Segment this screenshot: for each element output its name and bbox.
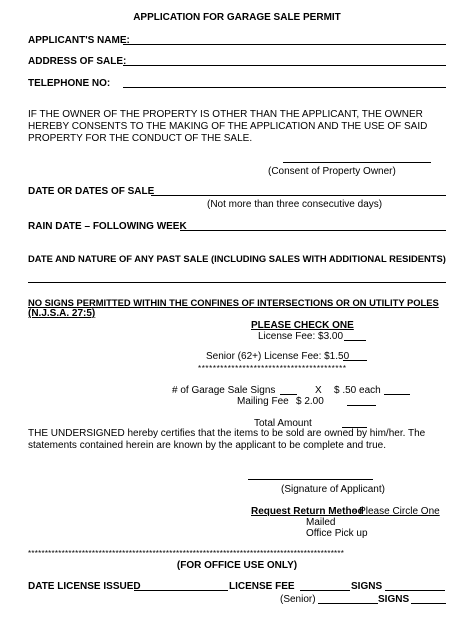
telephone-label: TELEPHONE NO: [28, 78, 111, 89]
address-of-sale-line[interactable] [123, 65, 446, 66]
signs-count-line[interactable] [280, 394, 297, 395]
owner-consent-signature-line[interactable] [283, 162, 431, 163]
garage-sale-signs-label: # of Garage Sale Signs [172, 385, 276, 396]
mailing-fee-label: Mailing Fee [237, 396, 289, 407]
senior-fee-label: Senior (62+) License Fee: $1.50 [206, 351, 350, 362]
applicant-signature-line[interactable] [248, 479, 373, 480]
form-title: APPLICATION FOR GARAGE SALE PERMIT [133, 12, 341, 23]
dates-of-sale-line[interactable] [151, 195, 446, 196]
njsa-reference: (N.J.S.A. 27:5) [28, 308, 96, 319]
office-signs-line[interactable] [385, 590, 445, 591]
date-license-issued-label: DATE LICENSE ISSUED [28, 581, 141, 592]
signs-multiply: X [315, 385, 322, 396]
license-fee-checkbox-line[interactable] [344, 340, 366, 341]
return-option-mailed[interactable]: Mailed [306, 517, 336, 528]
total-amount-label: Total Amount [254, 418, 312, 429]
signs-amount-line[interactable] [384, 394, 410, 395]
past-sale-label: DATE AND NATURE OF ANY PAST SALE (INCLUDING SALES WITH ADDITIONAL RESIDENTS) [28, 253, 446, 264]
office-signs-2-line[interactable] [411, 603, 446, 604]
office-use-heading: (FOR OFFICE USE ONLY) [176, 560, 298, 571]
license-fee-label: License Fee: $3.00 [258, 331, 344, 342]
return-method-instruction: - Please Circle One [353, 506, 440, 517]
address-of-sale-label: ADDRESS OF SALE: [28, 56, 127, 67]
owner-consent-caption: (Consent of Property Owner) [268, 166, 396, 177]
senior-fee-checkbox-line[interactable] [343, 360, 367, 361]
office-senior-line[interactable] [318, 603, 378, 604]
owner-consent-paragraph: IF THE OWNER OF THE PROPERTY IS OTHER THAN THE APPLICANT, THE OWNER HEREBY CONSENTS TO THE MAKING OF THE APPLICATION AND THE USE OF SAID PROPERTY FOR THE CONDUCT OF THE SALE. [28, 109, 428, 144]
office-signs-label: SIGNS [351, 581, 383, 592]
please-check-one: PLEASE CHECK ONE [251, 320, 354, 331]
past-sale-line[interactable] [28, 282, 446, 283]
applicant-name-label: APPLICANT'S NAME: [28, 35, 130, 46]
office-separator-stars: ********************************************************************************************** [28, 549, 345, 558]
dates-of-sale-label: DATE OR DATES OF SALE [28, 186, 155, 197]
applicant-signature-caption: (Signature of Applicant) [281, 484, 385, 495]
mailing-fee-amount: $ 2.00 [296, 396, 324, 407]
mailing-fee-line[interactable] [347, 405, 376, 406]
office-senior-label: (Senior) [280, 594, 316, 605]
dates-of-sale-note: (Not more than three consecutive days) [207, 199, 383, 210]
office-signs-2-label: SIGNS [378, 594, 410, 605]
rain-date-line[interactable] [180, 230, 446, 231]
applicant-name-line[interactable] [123, 44, 446, 45]
return-option-office-pickup[interactable]: Office Pick up [306, 528, 368, 539]
rain-date-label: RAIN DATE – FOLLOWING WEEK [28, 221, 187, 232]
return-method-label: Request Return Method [251, 506, 364, 517]
telephone-line[interactable] [123, 87, 446, 88]
certification-paragraph: THE UNDERSIGNED hereby certifies that the items to be sold are owned by him/her. The statements contained herein are known by the applicant to be complete and true. [28, 428, 426, 451]
office-license-fee-line[interactable] [300, 590, 350, 591]
signs-each-price: $ .50 each [334, 385, 381, 396]
date-license-issued-line[interactable] [134, 590, 228, 591]
office-license-fee-label: LICENSE FEE [229, 581, 295, 592]
no-signs-notice: NO SIGNS PERMITTED WITHIN THE CONFINES OF INTERSECTIONS OR ON UTILITY POLES [28, 297, 439, 308]
fee-separator-stars: **************************************** [198, 364, 347, 373]
